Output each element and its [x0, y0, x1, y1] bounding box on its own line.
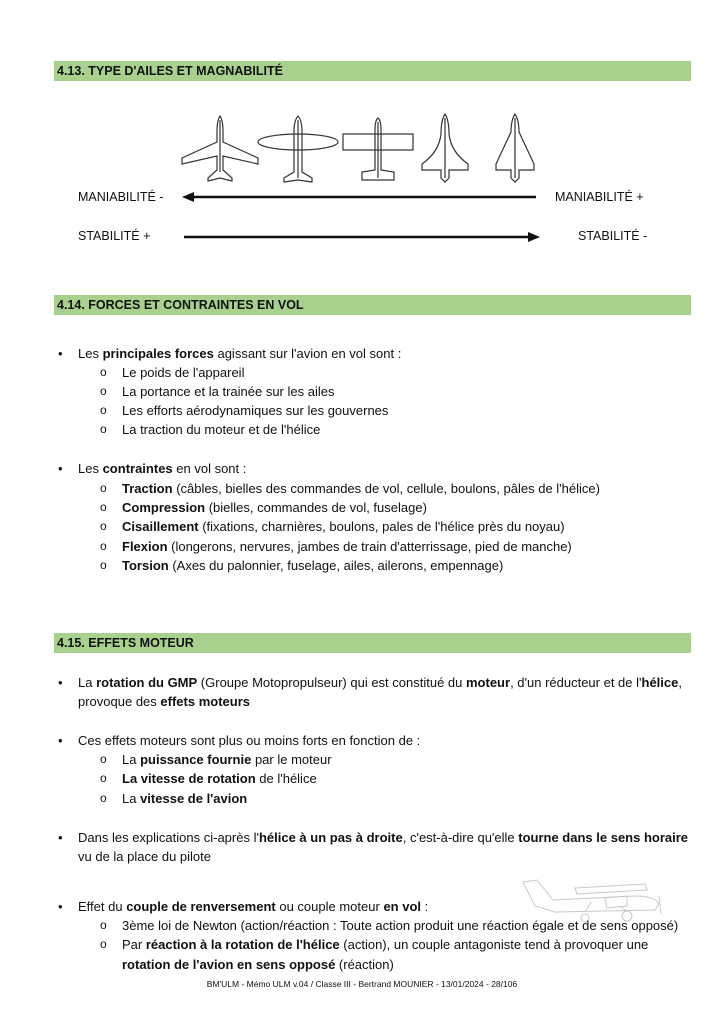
- page-footer: BM'ULM - Mémo ULM v.04 / Classe III - Bertrand MOUNIER - 13/01/2024 - 28/106: [206, 979, 518, 989]
- bullet-icon: •: [58, 830, 63, 845]
- ogival-delta-plane-icon: [422, 114, 468, 182]
- circle-bullet-icon: o: [100, 422, 107, 436]
- section-header-4-14: 4.14. FORCES ET CONTRAINTES EN VOL: [54, 295, 691, 315]
- maneuverability-arrow: [180, 190, 542, 204]
- newton-law-item: 3ème loi de Newton (action/réaction : Toute action produit une réaction égale et de sens opposé): [122, 918, 679, 933]
- circle-bullet-icon: o: [100, 403, 107, 417]
- constraint-item: Compression (bielles, commandes de vol, fuselage): [122, 500, 427, 515]
- straight-wing-plane-icon: [343, 118, 413, 180]
- circle-bullet-icon: o: [100, 918, 107, 932]
- force-item: Le poids de l'appareil: [122, 365, 245, 380]
- circle-bullet-icon: o: [100, 539, 107, 553]
- right-label-stability: STABILITÉ -: [578, 229, 648, 243]
- constraint-item: Torsion (Axes du palonnier, fuselage, ailes, ailerons, empennage): [122, 558, 504, 573]
- effect-factor-item: La puissance fournie par le moteur: [122, 752, 332, 767]
- force-item: La traction du moteur et de l'hélice: [122, 422, 321, 437]
- propeller-paragraph-line2: vu de la place du pilote: [78, 849, 211, 864]
- left-label-maneuverability: MANIABILITÉ -: [78, 190, 164, 204]
- force-item: Les efforts aérodynamiques sur les gouvernes: [122, 403, 389, 418]
- elliptical-wing-plane-icon: [258, 116, 338, 182]
- circle-bullet-icon: o: [100, 752, 107, 766]
- circle-bullet-icon: o: [100, 481, 107, 495]
- section-header-4-15: 4.15. EFFETS MOTEUR: [54, 633, 691, 653]
- effect-factor-item: La vitesse de l'avion: [122, 791, 248, 806]
- bullet-icon: •: [58, 461, 63, 476]
- effects-intro: Ces effets moteurs sont plus ou moins forts en fonction de :: [78, 733, 421, 748]
- force-item: La portance et la trainée sur les ailes: [122, 384, 335, 399]
- propeller-paragraph-line1: Dans les explications ci-après l'hélice à un pas à droite, c'est-à-dire qu'elle tourne dans le sens horaire: [78, 830, 689, 845]
- left-label-stability: STABILITÉ +: [78, 229, 151, 243]
- delta-plane-icon: [496, 114, 534, 182]
- reaction-item-line1: Par réaction à la rotation de l'hélice (action), un couple antagoniste tend à provoquer une: [122, 937, 649, 952]
- torque-intro: Effet du couple de renversement ou couple moteur en vol :: [78, 899, 429, 914]
- circle-bullet-icon: o: [100, 791, 107, 805]
- swept-wing-plane-icon: [182, 116, 258, 181]
- bullet-icon: •: [58, 733, 63, 748]
- circle-bullet-icon: o: [100, 558, 107, 572]
- effect-factor-item: La vitesse de rotation de l'hélice: [122, 771, 317, 786]
- constraints-intro: Les contraintes en vol sont :: [78, 461, 247, 476]
- bullet-icon: •: [58, 899, 63, 914]
- reaction-item-line2: rotation de l'avion en sens opposé (réaction): [122, 957, 394, 972]
- circle-bullet-icon: o: [100, 937, 107, 951]
- wing-types-diagram: [180, 112, 540, 184]
- constraint-item: Flexion (longerons, nervures, jambes de train d'atterrissage, pied de manche): [122, 539, 572, 554]
- constraint-item: Cisaillement (fixations, charnières, boulons, pales de l'hélice près du noyau): [122, 519, 565, 534]
- circle-bullet-icon: o: [100, 519, 107, 533]
- gmp-paragraph-line1: La rotation du GMP (Groupe Motopropulseur) qui est constitué du moteur, d'un réducteur et de l'hélice,: [78, 675, 682, 690]
- forces-intro: Les principales forces agissant sur l'avion en vol sont :: [78, 346, 402, 361]
- circle-bullet-icon: o: [100, 365, 107, 379]
- constraint-item: Traction (câbles, bielles des commandes de vol, cellule, boulons, pâles de l'hélice): [122, 481, 600, 496]
- circle-bullet-icon: o: [100, 771, 107, 785]
- circle-bullet-icon: o: [100, 500, 107, 514]
- section-header-4-13: 4.13. TYPE D'AILES ET MAGNABILITÉ: [54, 61, 691, 81]
- gmp-paragraph-line2: provoque des effets moteurs: [78, 694, 250, 709]
- bullet-icon: •: [58, 346, 63, 361]
- bullet-icon: •: [58, 675, 63, 690]
- stability-arrow: [180, 230, 542, 244]
- right-label-maneuverability: MANIABILITÉ +: [555, 190, 644, 204]
- circle-bullet-icon: o: [100, 384, 107, 398]
